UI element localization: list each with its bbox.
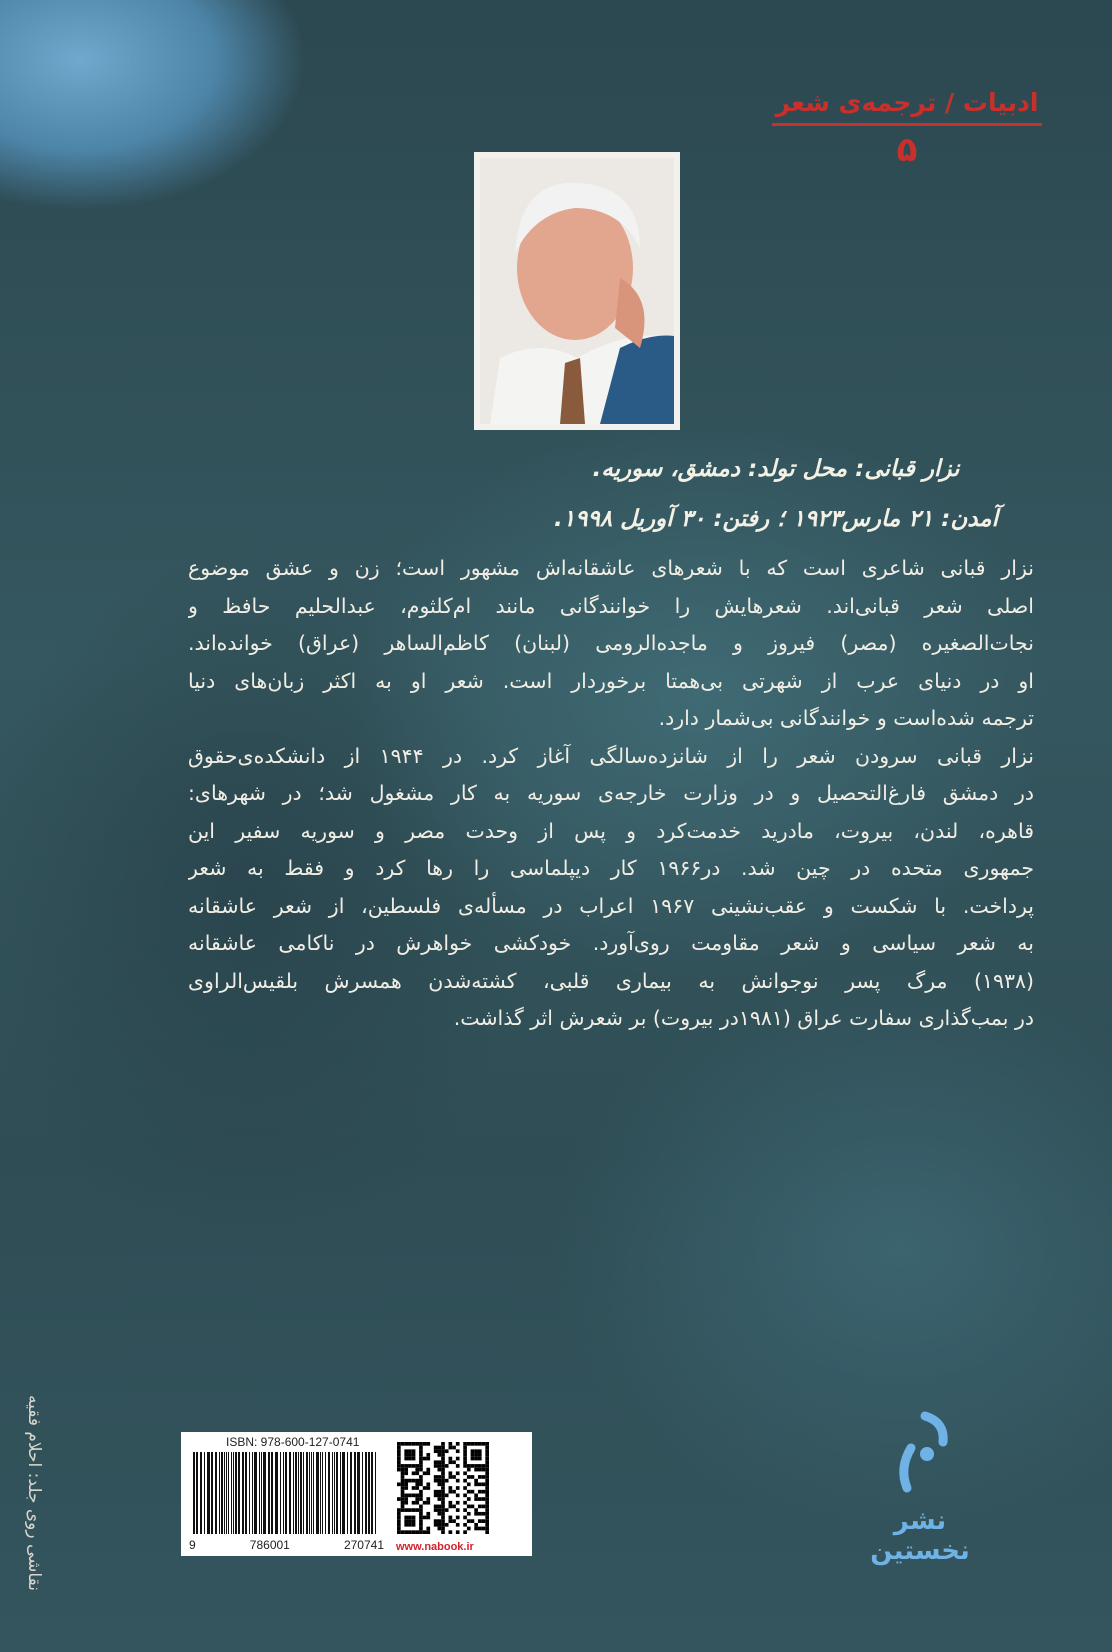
barcode-bar bbox=[316, 1452, 318, 1534]
barcode-digits bbox=[189, 1538, 384, 1552]
cover-art-credit: نقاشی روی جلد: احلام فقیه bbox=[24, 1395, 44, 1591]
author-dates: آمدن: ۲۱ مارس۱۹۲۳ ؛ رفتن: ۳۰ آوریل ۱۹۹۸. bbox=[554, 506, 998, 532]
barcode-bar bbox=[357, 1452, 359, 1534]
barcode-bar bbox=[311, 1452, 313, 1534]
bio-line: او در دنیای عرب از شهرتی بی‌همتا برخوردار است. شعر او به اکثر زبان‌های دنیا bbox=[188, 668, 1034, 693]
bio-line: پرداخت. با شکست و عقب‌نشینی ۱۹۶۷ اعراب در مسأله‌ی فلسطین، از شعر عاشقانه bbox=[188, 893, 1034, 918]
barcode-bar bbox=[221, 1452, 223, 1534]
author-biography bbox=[188, 550, 1034, 1038]
barcode-bar bbox=[289, 1452, 291, 1534]
barcode-bar bbox=[226, 1452, 227, 1534]
barcode-bar bbox=[293, 1452, 294, 1534]
barcode-bar bbox=[354, 1452, 356, 1534]
barcode-bar bbox=[228, 1452, 229, 1534]
publisher-name: نشر نخستین bbox=[870, 1506, 970, 1566]
barcode-bar bbox=[306, 1452, 308, 1534]
barcode-bar bbox=[207, 1452, 209, 1534]
author-birthplace: نزار قبانی: محل تولد: دمشق، سوریه. bbox=[592, 456, 960, 482]
bio-line: جمهوری متحده در چین شد. در۱۹۶۶ کار دیپلماسی را رها کرد و فقط به شعر bbox=[188, 856, 1034, 880]
bio-line: نزار قبانی سرودن شعر را از شانزده‌سالگی آغاز کرد. در ۱۹۴۴ از دانشکده‌ی‌حقوق bbox=[188, 743, 1034, 768]
barcode-bar bbox=[219, 1452, 221, 1534]
barcode-bar bbox=[365, 1452, 367, 1534]
bio-line: به شعر سیاسی و شعر مقاومت روی‌آورد. خودکشی خواهرش در ناکامی عاشقانه bbox=[188, 931, 1034, 955]
barcode-bar bbox=[254, 1452, 256, 1534]
barcode-bar bbox=[372, 1452, 373, 1534]
barcode-bar bbox=[242, 1452, 244, 1534]
barcode-bar bbox=[375, 1452, 376, 1534]
bio-line: قاهره، لندن، بیروت، مادرید خدمت‌کرد و پس از وحدت مصر و سوریه سفیر این bbox=[188, 818, 1034, 843]
barcode-bar bbox=[325, 1452, 326, 1534]
barcode-bar bbox=[334, 1452, 335, 1534]
isbn-text: ISBN: 978-600-127-0741 bbox=[226, 1435, 360, 1449]
barcode-bar bbox=[263, 1452, 265, 1534]
barcode-bar bbox=[313, 1452, 314, 1534]
barcode-bar bbox=[211, 1452, 213, 1534]
barcode-bar bbox=[342, 1452, 344, 1534]
series-header bbox=[772, 88, 1042, 170]
barcode-bar bbox=[261, 1452, 262, 1534]
barcode-digit-group: 270741 bbox=[343, 1538, 384, 1552]
publisher-logo-icon bbox=[885, 1408, 955, 1498]
barcode-bar bbox=[271, 1452, 273, 1534]
publisher-url: www.nabook.ir bbox=[396, 1541, 474, 1553]
bio-line: (۱۹۳۸) مرگ پسر نوجوانش به بیماری قلبی، کشته‌شدن همسرش بلقیس‌الراوی bbox=[188, 968, 1034, 993]
barcode-bar bbox=[340, 1452, 342, 1534]
bio-line: در دمشق فارغ‌التحصیل و در وزارت خارجه‌ی سوریه به کار مشغول شد؛ در شهرهای: bbox=[188, 781, 1034, 805]
barcode-bar bbox=[303, 1452, 305, 1534]
barcode-digit-group: 786001 bbox=[249, 1538, 290, 1552]
barcode-bar bbox=[350, 1452, 352, 1534]
bio-line: در بمب‌گذاری سفارت عراق (۱۹۸۱در بیروت) بر شعرش اثر گذاشت. bbox=[453, 1006, 1034, 1030]
barcode-bar bbox=[322, 1452, 323, 1534]
barcode-bar bbox=[231, 1452, 232, 1534]
barcode-bar bbox=[252, 1452, 254, 1534]
qr-code-icon bbox=[393, 1442, 493, 1534]
barcode-bar bbox=[336, 1452, 338, 1534]
barcode-bar bbox=[235, 1452, 237, 1534]
barcode-bar bbox=[193, 1452, 195, 1534]
barcode-bar bbox=[328, 1452, 330, 1534]
barcode-bar bbox=[300, 1452, 302, 1534]
barcode-bar bbox=[249, 1452, 250, 1534]
barcode-bar bbox=[320, 1452, 321, 1534]
barcode-bar bbox=[371, 1452, 372, 1534]
barcode-bar bbox=[259, 1452, 260, 1534]
barcode-bar bbox=[245, 1452, 247, 1534]
barcode-bar bbox=[362, 1452, 364, 1534]
barcode-bars bbox=[193, 1452, 378, 1534]
barcode-bar bbox=[268, 1452, 270, 1534]
bio-line: ترجمه شده‌است و خوانندگانی بی‌شمار دارد. bbox=[658, 706, 1034, 730]
volume-number: ۵ bbox=[896, 130, 918, 170]
bio-line: اصلی شعر قبانی‌اند. شعرهایش را خوانندگانی مانند ام‌کلثوم، عبدالحلیم حافظ و bbox=[188, 593, 1034, 618]
barcode-bar bbox=[368, 1452, 370, 1534]
barcode-bar bbox=[347, 1452, 349, 1534]
publisher-logo bbox=[860, 1408, 980, 1566]
barcode-bar bbox=[200, 1452, 202, 1534]
barcode-bar bbox=[215, 1452, 217, 1534]
barcode-bar bbox=[309, 1452, 310, 1534]
barcode-bar bbox=[233, 1452, 234, 1534]
barcode-bar bbox=[298, 1452, 299, 1534]
isbn-barcode-box bbox=[181, 1432, 532, 1556]
barcode-bar bbox=[224, 1452, 225, 1534]
bio-line: نزار قبانی شاعری است که با شعرهای عاشقانه‌اش مشهور است؛ زن و عشق موضوع bbox=[188, 556, 1034, 580]
barcode-bar bbox=[280, 1452, 281, 1534]
barcode-digit-group: 9 bbox=[189, 1538, 196, 1552]
barcode-bar bbox=[295, 1452, 297, 1534]
barcode-bar bbox=[332, 1452, 333, 1534]
barcode-bar bbox=[285, 1452, 287, 1534]
series-label: ادبیات / ترجمه‌ی شعر bbox=[772, 88, 1042, 126]
bio-line: نجات‌الصغیره (مصر) فیروز و ماجده‌الرومی (لبنان) کاظم‌الساهر (عراق) خوانده‌اند. bbox=[188, 631, 1034, 655]
barcode-bar bbox=[283, 1452, 285, 1534]
barcode-bar bbox=[196, 1452, 198, 1534]
barcode-bar bbox=[204, 1452, 206, 1534]
author-photo bbox=[474, 152, 680, 430]
barcode-bar bbox=[238, 1452, 240, 1534]
barcode-bar bbox=[275, 1452, 277, 1534]
